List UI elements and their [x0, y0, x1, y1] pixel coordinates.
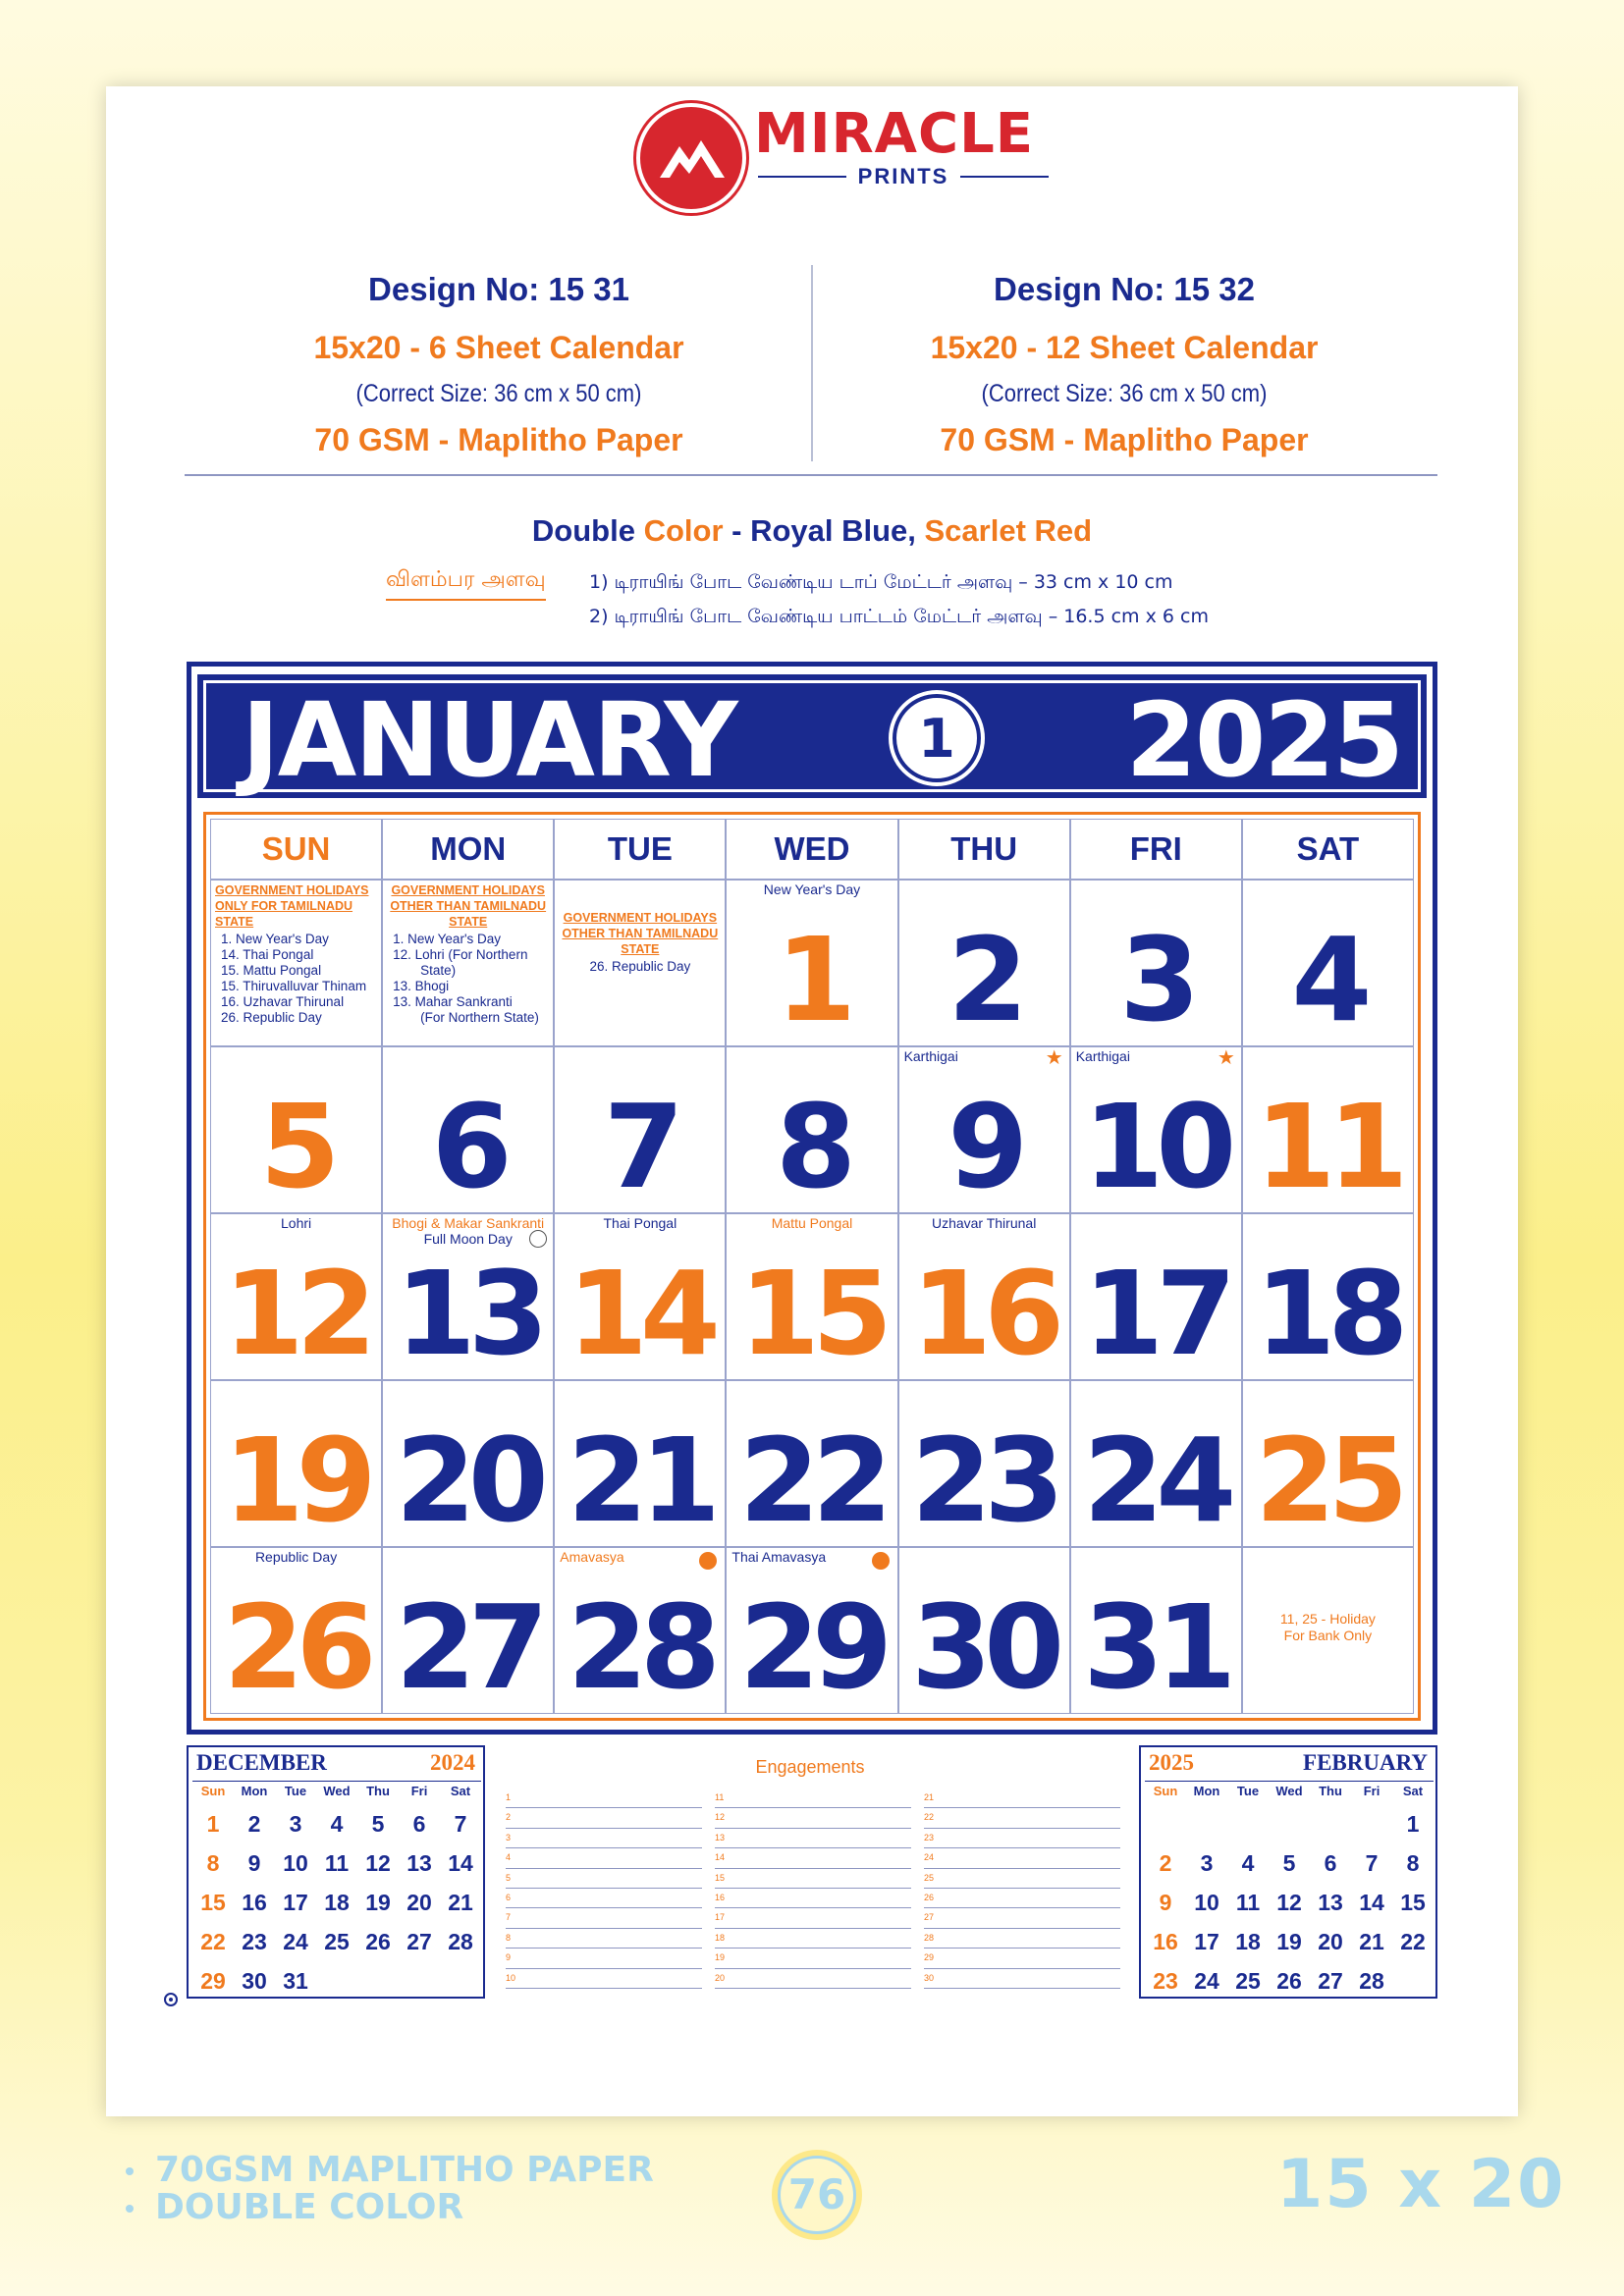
mini-day: 3 — [1200, 1850, 1214, 1876]
engagement-line[interactable]: 25 — [924, 1869, 1120, 1889]
engagement-line[interactable]: 8 — [506, 1929, 702, 1949]
engagement-line[interactable]: 14 — [715, 1848, 911, 1868]
day-cell — [898, 880, 1070, 1046]
day-note: Republic Day — [254, 1549, 338, 1565]
ad-size-label: விளம்பர அளவு — [386, 567, 546, 601]
mini-day: 28 — [448, 1929, 473, 1954]
engagement-line[interactable]: 5 — [506, 1869, 702, 1889]
mini-day: 14 — [1359, 1890, 1384, 1915]
miracle-prints-logo — [636, 103, 1049, 191]
day-number: 23 — [911, 1413, 1057, 1547]
mini-weekday: Mon — [1193, 1784, 1220, 1798]
day-cell — [210, 1380, 382, 1547]
mini-day: 7 — [454, 1811, 467, 1837]
day-cell — [382, 1380, 554, 1547]
mini-weekday: Sun — [200, 1784, 226, 1798]
footer-feature-text: 70GSM MAPLITHO PAPER — [155, 2150, 654, 2190]
mini-day: 5 — [1282, 1850, 1296, 1876]
day-cell — [1070, 1213, 1242, 1380]
bullet-icon — [126, 2205, 134, 2213]
bullet-icon — [126, 2167, 134, 2175]
day-cell — [898, 1213, 1070, 1380]
engagements-column-1[interactable] — [506, 1789, 702, 1989]
holiday-list — [555, 957, 725, 975]
registration-mark-icon — [164, 1993, 178, 2006]
day-number: 19 — [223, 1413, 369, 1547]
color-info-part: Double — [531, 513, 644, 548]
mini-day: 14 — [448, 1850, 473, 1876]
holiday-item: 15. Mattu Pongal — [221, 963, 322, 978]
bank-holiday-note — [1243, 1611, 1413, 1644]
mini-weekday: Thu — [366, 1784, 390, 1798]
day-note: Karthigai — [1075, 1048, 1130, 1064]
mini-weekday: Sat — [450, 1784, 471, 1798]
footer-feature — [126, 2152, 654, 2189]
mini-day: 21 — [448, 1890, 473, 1915]
engagement-line[interactable]: 6 — [506, 1889, 702, 1908]
engagement-line[interactable]: 15 — [715, 1869, 911, 1889]
weekday-header: MON — [382, 819, 554, 880]
day-cell — [1070, 880, 1242, 1046]
day-cell — [554, 1046, 726, 1213]
holiday-list — [211, 930, 381, 1026]
day-number: 24 — [1083, 1413, 1229, 1547]
day-cell — [382, 1547, 554, 1714]
mini-day: 17 — [283, 1890, 308, 1915]
day-number: 10 — [1083, 1079, 1229, 1213]
paper-type: 70 GSM - Maplitho Paper — [940, 422, 1309, 457]
star-icon: ★ — [1045, 1047, 1063, 1069]
holiday-item: (For Northern State) — [420, 1010, 539, 1025]
mini-day: 4 — [1241, 1850, 1255, 1876]
day-number: 17 — [1083, 1246, 1229, 1380]
mini-day: 9 — [247, 1850, 261, 1876]
mini-calendar-december — [187, 1745, 485, 1999]
mini-day: 6 — [412, 1811, 426, 1837]
day-number: 11 — [1255, 1079, 1401, 1213]
logo-subtitle: PRINTS — [758, 164, 1049, 189]
holiday-item: 1. New Year's Day — [221, 932, 329, 946]
mini-day: 15 — [1400, 1890, 1426, 1915]
day-number: 22 — [738, 1413, 886, 1547]
day-note: Bhogi & Makar Sankranti — [392, 1215, 545, 1231]
mini-day: 26 — [365, 1929, 391, 1954]
mini-day: 19 — [365, 1890, 391, 1915]
day-cell — [726, 1380, 897, 1547]
bank-note-line: 11, 25 - Holiday — [1279, 1611, 1376, 1627]
mini-month: FEBRUARY — [1303, 1750, 1428, 1775]
day-cell — [1242, 880, 1414, 1046]
holiday-item: 13. Bhogi — [393, 979, 450, 993]
mini-day: 24 — [1194, 1968, 1219, 1994]
mini-weekday: Tue — [1236, 1784, 1260, 1798]
mini-day: 1 — [1406, 1811, 1420, 1837]
day-note: Thai Amavasya — [731, 1549, 827, 1565]
footer-features — [126, 2152, 654, 2226]
spec-design-1532 — [830, 265, 1419, 469]
mini-weekday: Sat — [1402, 1784, 1424, 1798]
day-note: Lohri — [281, 1215, 312, 1231]
engagement-line[interactable]: 28 — [924, 1929, 1120, 1949]
mini-day: 16 — [242, 1890, 267, 1915]
mini-day: 23 — [242, 1929, 267, 1954]
day-number: 26 — [223, 1579, 369, 1714]
mini-day: 19 — [1276, 1929, 1302, 1954]
holiday-item: 1. New Year's Day — [393, 932, 502, 946]
weekday-header: FRI — [1070, 819, 1242, 880]
day-number: 31 — [1083, 1579, 1229, 1714]
ad-size-bottom: 2) டிராயிங் போட வேண்டிய பாட்டம் மேட்டர் அளவு – 16.5 cm x 6 cm — [589, 606, 1209, 627]
mini-weekday: Tue — [284, 1784, 307, 1798]
engagement-line[interactable]: 26 — [924, 1889, 1120, 1908]
design-number: Design No: 15 31 — [368, 271, 629, 307]
day-cell — [554, 1213, 726, 1380]
day-cell — [898, 1547, 1070, 1714]
day-cell — [1242, 1380, 1414, 1547]
mini-day: 25 — [324, 1929, 350, 1954]
day-number: 9 — [947, 1079, 1021, 1213]
mini-day: 15 — [200, 1890, 226, 1915]
engagement-line[interactable]: 24 — [924, 1848, 1120, 1868]
mini-day: 20 — [1318, 1929, 1343, 1954]
sheet-count: 15x20 - 12 Sheet Calendar — [930, 330, 1319, 365]
mini-weekday: Wed — [323, 1784, 351, 1798]
footer-feature-text: DOUBLE COLOR — [155, 2187, 464, 2227]
holiday-item: 26. Republic Day — [221, 1010, 322, 1025]
weekday-header: THU — [898, 819, 1070, 880]
engagement-line[interactable]: 23 — [924, 1829, 1120, 1848]
spec-design-1531 — [204, 265, 793, 469]
day-number: 14 — [567, 1246, 713, 1380]
mini-day: 7 — [1365, 1850, 1379, 1876]
day-cell — [382, 1213, 554, 1380]
day-number: 4 — [1291, 912, 1365, 1046]
mini-day: 13 — [1318, 1890, 1343, 1915]
mini-day: 18 — [1235, 1929, 1261, 1954]
day-cell — [210, 1213, 382, 1380]
spec-rule — [185, 474, 1437, 476]
day-number: 25 — [1255, 1413, 1401, 1547]
mini-day: 27 — [406, 1929, 432, 1954]
mini-day: 10 — [1194, 1890, 1219, 1915]
mini-day: 11 — [324, 1850, 350, 1876]
mini-day: 4 — [330, 1811, 344, 1837]
mini-day: 24 — [283, 1929, 308, 1954]
mountain-logo-icon — [636, 103, 746, 213]
mini-day: 22 — [1400, 1929, 1426, 1954]
day-cell — [726, 1213, 897, 1380]
day-number: 7 — [603, 1079, 677, 1213]
mini-day: 6 — [1324, 1850, 1337, 1876]
engagement-line[interactable]: 13 — [715, 1829, 911, 1848]
mini-weekday: Sun — [1153, 1784, 1178, 1798]
mini-weekday: Mon — [241, 1784, 268, 1798]
day-number: 21 — [567, 1413, 713, 1547]
day-cell — [1242, 1213, 1414, 1380]
day-note: Karthigai — [903, 1048, 958, 1064]
correct-size: (Correct Size: 36 cm x 50 cm) — [355, 380, 642, 407]
day-number: 15 — [738, 1246, 886, 1380]
engagement-line[interactable]: 9 — [506, 1949, 702, 1968]
page-number-badge: 76 — [778, 2156, 856, 2234]
engagement-line[interactable]: 19 — [715, 1949, 911, 1968]
day-number: 30 — [911, 1579, 1057, 1714]
day-number: 12 — [223, 1246, 369, 1380]
mini-day: 13 — [406, 1850, 432, 1876]
engagement-line[interactable]: 18 — [715, 1929, 911, 1949]
mini-day: 2 — [1159, 1850, 1172, 1876]
holiday-box-tamilnadu — [210, 880, 382, 1046]
day-number: 13 — [395, 1246, 541, 1380]
design-number: Design No: 15 32 — [994, 271, 1255, 307]
mini-day: 22 — [200, 1929, 226, 1954]
mini-month: DECEMBER — [196, 1750, 327, 1775]
day-number: 5 — [259, 1079, 333, 1213]
mini-day: 23 — [1153, 1968, 1178, 1994]
mini-day: 27 — [1318, 1968, 1343, 1994]
mini-day: 8 — [206, 1850, 220, 1876]
holiday-box-republic — [554, 880, 726, 1046]
day-number: 3 — [1119, 912, 1193, 1046]
day-cell — [1070, 1046, 1242, 1213]
day-number: 8 — [775, 1079, 849, 1213]
mini-day: 30 — [242, 1968, 267, 1994]
mini-day: 1 — [206, 1811, 220, 1837]
month-name: JANUARY — [242, 680, 736, 800]
engagement-line[interactable]: 29 — [924, 1949, 1120, 1968]
mini-day: 21 — [1359, 1929, 1384, 1954]
mini-year: 2025 — [1149, 1750, 1194, 1775]
holiday-title: GOVERNMENT HOLIDAYS OTHER THAN TAMILNADU STATE — [390, 883, 547, 929]
day-number: 2 — [947, 912, 1021, 1046]
engagement-line[interactable]: 11 — [715, 1789, 911, 1808]
holiday-item: 16. Uzhavar Thirunal — [221, 994, 345, 1009]
holiday-item: 12. Lohri (For Northern — [393, 947, 528, 962]
footer-size: 15 x 20 — [1276, 2146, 1566, 2223]
star-icon: ★ — [1217, 1047, 1235, 1069]
mini-day: 10 — [283, 1850, 308, 1876]
day-cell — [1070, 1380, 1242, 1547]
mini-weekday: Fri — [1363, 1784, 1380, 1798]
bank-note-line: For Bank Only — [1283, 1628, 1373, 1643]
engagement-line[interactable]: 20 — [715, 1969, 911, 1989]
color-info-part: Color — [643, 513, 724, 548]
engagement-line[interactable]: 16 — [715, 1889, 911, 1908]
weekday-header: WED — [726, 819, 897, 880]
logo-wordmark: MIRACLE — [754, 102, 1035, 166]
mini-day: 16 — [1153, 1929, 1178, 1954]
holiday-item: 13. Mahar Sankranti — [393, 994, 513, 1009]
mini-day: 25 — [1235, 1968, 1261, 1994]
paper-type: 70 GSM - Maplitho Paper — [314, 422, 683, 457]
new-moon-icon — [699, 1552, 717, 1570]
mini-day: 20 — [406, 1890, 432, 1915]
mini-day: 11 — [1235, 1890, 1261, 1915]
mini-day: 3 — [289, 1811, 302, 1837]
color-info-part: Scarlet Red — [924, 513, 1093, 548]
correct-size: (Correct Size: 36 cm x 50 cm) — [981, 380, 1268, 407]
mini-day: 18 — [324, 1890, 350, 1915]
mini-weekday: Fri — [410, 1784, 428, 1798]
holiday-item: 14. Thai Pongal — [221, 947, 314, 962]
mini-day: 17 — [1194, 1929, 1219, 1954]
mini-day: 8 — [1406, 1850, 1420, 1876]
holiday-title: GOVERNMENT HOLIDAYS ONLY FOR TAMILNADU STATE — [215, 883, 369, 929]
mini-day: 12 — [1276, 1890, 1302, 1915]
engagements-column-2[interactable] — [715, 1789, 911, 1989]
mini-days-grid — [192, 1804, 481, 2001]
day-number: 6 — [431, 1079, 505, 1213]
mini-day: 29 — [200, 1968, 226, 1994]
weekday-header: TUE — [554, 819, 726, 880]
day-cell — [382, 1046, 554, 1213]
day-cell — [898, 1046, 1070, 1213]
engagement-line[interactable]: 1 — [506, 1789, 702, 1808]
engagement-line[interactable]: 27 — [924, 1908, 1120, 1928]
engagement-line[interactable]: 22 — [924, 1808, 1120, 1828]
ad-size-top: 1) டிராயிங் போட வேண்டிய டாப் மேட்டர் அளவு – 33 cm x 10 cm — [589, 571, 1173, 593]
day-number: 16 — [911, 1246, 1057, 1380]
day-cell — [726, 1046, 897, 1213]
weekday-header: SUN — [210, 819, 382, 880]
bank-holiday-cell — [1242, 1547, 1414, 1714]
color-info-part: - Royal Blue, — [723, 513, 925, 548]
mini-day: 28 — [1359, 1968, 1384, 1994]
mini-calendar-february — [1139, 1745, 1437, 1999]
day-note: Thai Pongal — [603, 1215, 677, 1231]
footer-feature — [126, 2189, 654, 2226]
engagement-line[interactable]: 3 — [506, 1829, 702, 1848]
sheet-count: 15x20 - 6 Sheet Calendar — [313, 330, 684, 365]
day-number: 1 — [775, 912, 849, 1046]
engagement-line[interactable]: 21 — [924, 1789, 1120, 1808]
holiday-item: State) — [420, 963, 457, 978]
weekday-header: SAT — [1242, 819, 1414, 880]
engagement-line[interactable]: 10 — [506, 1969, 702, 1989]
mini-weekday: Thu — [1319, 1784, 1342, 1798]
new-moon-icon — [872, 1552, 890, 1570]
engagement-line[interactable]: 4 — [506, 1848, 702, 1868]
day-note: Mattu Pongal — [771, 1215, 853, 1231]
mini-day: 31 — [283, 1968, 308, 1994]
engagement-line[interactable]: 12 — [715, 1808, 911, 1828]
calendar-grid-frame — [203, 812, 1421, 1721]
day-note: Full Moon Day — [423, 1231, 513, 1247]
day-number: 29 — [738, 1579, 886, 1714]
engagement-line[interactable]: 17 — [715, 1908, 911, 1928]
engagements-title: Engagements — [755, 1757, 865, 1777]
engagements-column-3[interactable] — [924, 1789, 1120, 1989]
day-cell — [726, 1547, 897, 1714]
day-note: Amavasya — [560, 1549, 624, 1565]
color-info — [0, 510, 1624, 552]
holiday-item: 15. Thiruvalluvar Thinam — [221, 979, 367, 993]
mini-day: 5 — [371, 1811, 385, 1837]
mini-day: 9 — [1159, 1890, 1172, 1915]
day-number: 20 — [395, 1413, 541, 1547]
day-cell — [554, 1380, 726, 1547]
calendar-header — [197, 674, 1427, 798]
day-cell — [554, 1547, 726, 1714]
day-number: 27 — [395, 1579, 541, 1714]
engagement-line[interactable]: 30 — [924, 1969, 1120, 1989]
calendar-year: 2025 — [1125, 680, 1402, 800]
day-cell — [726, 880, 897, 1046]
day-cell — [210, 1547, 382, 1714]
calendar-grid — [210, 819, 1414, 1714]
holiday-list — [383, 930, 553, 1026]
mini-year: 2024 — [430, 1750, 475, 1775]
engagement-line[interactable]: 7 — [506, 1908, 702, 1928]
day-note: Uzhavar Thirunal — [931, 1215, 1037, 1231]
mini-weekday: Wed — [1275, 1784, 1303, 1798]
month-number-badge: 1 — [893, 694, 981, 782]
day-cell — [1070, 1547, 1242, 1714]
mini-weekdays — [192, 1781, 481, 1798]
day-number: 28 — [567, 1579, 713, 1714]
mini-days-grid — [1145, 1804, 1434, 2001]
mini-weekdays — [1145, 1781, 1434, 1798]
holiday-box-other-states — [382, 880, 554, 1046]
day-cell — [1242, 1046, 1414, 1213]
spec-divider — [811, 265, 813, 461]
day-note: New Year's Day — [763, 881, 861, 897]
day-cell — [210, 1046, 382, 1213]
mini-day: 26 — [1276, 1968, 1302, 1994]
engagement-line[interactable]: 2 — [506, 1808, 702, 1828]
holiday-item: 26. Republic Day — [589, 959, 691, 974]
holiday-title: GOVERNMENT HOLIDAYS OTHER THAN TAMILNADU STATE — [562, 911, 719, 956]
mini-day: 12 — [365, 1850, 391, 1876]
january-calendar — [187, 662, 1437, 1735]
day-cell — [898, 1380, 1070, 1547]
day-number: 18 — [1255, 1246, 1401, 1380]
mini-day: 2 — [247, 1811, 261, 1837]
